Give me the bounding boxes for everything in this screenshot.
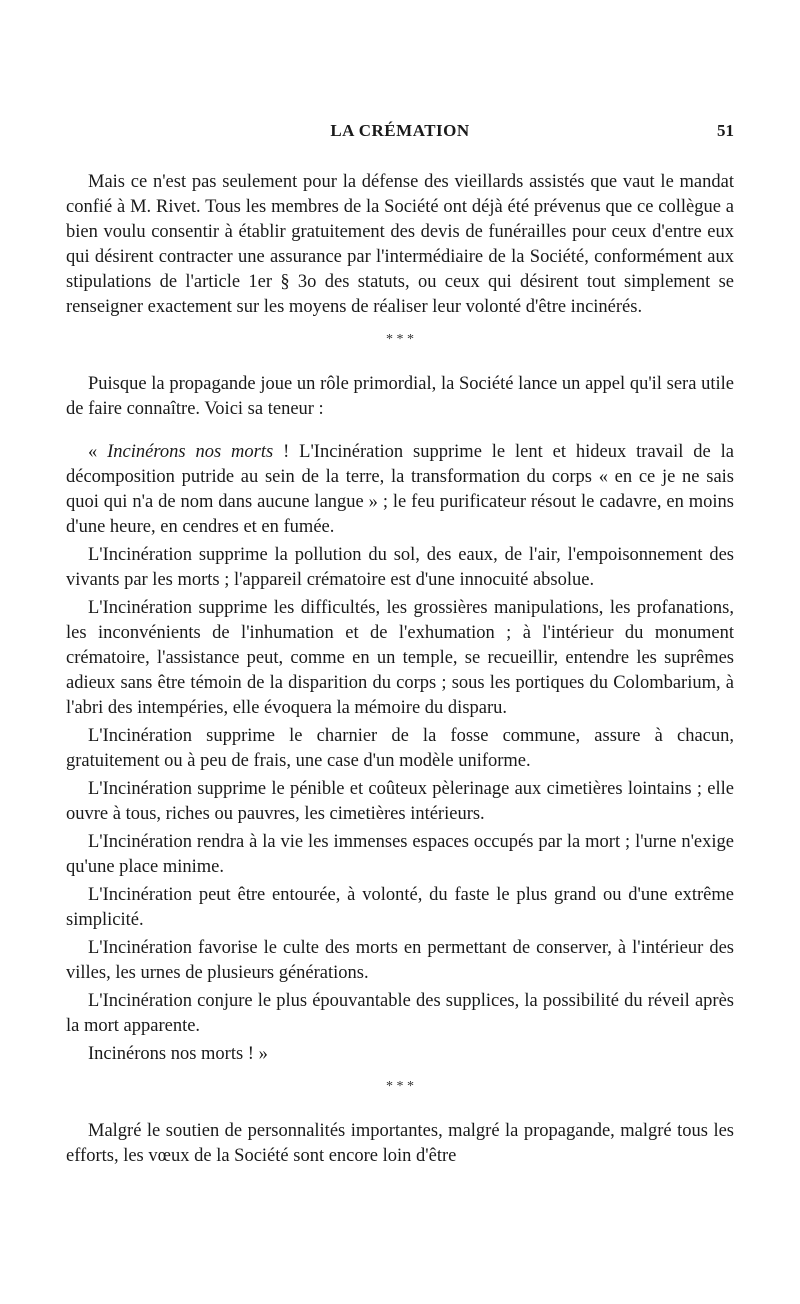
quote-paragraph-text: ! L'Incinération supprime le lent et hideux travail de la décomposition putride au sein de la terre, la transformation du corps « en ce je ne sais quoi qui n'a de nom dans aucune langue » ; le feu purificateur résout le cadavre, en moins d'une heure, en cendres et en fumée. bbox=[66, 442, 734, 537]
paragraph-society-wishes: Malgré le soutien de personnalités importantes, malgré la propagande, malgré tous les efforts, les vœux de la Société sont encore loin d'être bbox=[66, 1121, 734, 1166]
quote-paragraph bbox=[66, 440, 734, 540]
quote-paragraph: L'Incinération supprime le charnier de la fosse commune, assure à chacun, gratuitement ou à peu de frais, une case d'un modèle uniforme. bbox=[66, 726, 734, 771]
paragraph-propaganda-appeal: Puisque la propagande joue un rôle primordial, la Société lance un appel qu'il sera utile de faire connaître. Voici sa teneur : bbox=[66, 374, 734, 419]
quote-paragraph: Incinérons nos morts ! » bbox=[88, 1044, 268, 1064]
quote-paragraph: L'Incinération supprime la pollution du sol, des eaux, de l'air, l'empoisonnement des vivants par les morts ; l'appareil crématoire est d'une innocuité absolue. bbox=[66, 545, 734, 590]
section-separator-stars: * * * bbox=[386, 332, 414, 347]
section-separator-stars: * * * bbox=[386, 1079, 414, 1094]
quote-open-mark: « bbox=[88, 442, 108, 462]
paragraph-rivet-mandate: Mais ce n'est pas seulement pour la défense des vieillards assistés que vaut le mandat confié à M. Rivet. Tous les membres de la Société ont déjà été prévenus que ce collègue a bien voulu consentir à établir gratuitement des devis de funérailles pour ceux d'entre eux qui désirent contracter une assurance par l'intermédiaire de la Société, conformément aux stipulations de l'article 1er § 3o des statuts, ou ceux qui désirent tout simplement se renseigner exactement sur les moyens de réaliser leur volonté d'être incinérés. bbox=[66, 172, 734, 317]
page-body bbox=[66, 170, 734, 1169]
quote-paragraph: L'Incinération favorise le culte des morts en permettant de conserver, à l'intérieur des villes, les urnes de plusieurs générations. bbox=[66, 938, 734, 983]
quote-italic-title: Incinérons nos morts bbox=[107, 442, 274, 462]
page-number: 51 bbox=[717, 121, 734, 140]
page-header bbox=[66, 118, 734, 148]
quote-paragraph: L'Incinération supprime le pénible et coûteux pèlerinage aux cimetières lointains ; elle ouvre à tous, riches ou pauvres, les cimetières intérieurs. bbox=[66, 779, 734, 824]
quote-paragraph: L'Incinération peut être entourée, à volonté, du faste le plus grand ou d'une extrême simplicité. bbox=[66, 885, 734, 930]
quote-paragraph: L'Incinération conjure le plus épouvantable des supplices, la possibilité du réveil après la mort apparente. bbox=[66, 991, 734, 1036]
appeal-quote bbox=[66, 440, 734, 1067]
quote-paragraph: L'Incinération supprime les difficultés, les grossières manipulations, les profanations, les inconvénients de l'inhumation et de l'exhumation ; à l'intérieur du monument crématoire, l'assistance peut, comme en un temple, se recueillir, entendre les suprêmes adieux sans être témoin de la disparition du corps ; sous les portiques du Colombarium, à l'abri des intempéries, elle évoquera la mémoire du disparu. bbox=[66, 598, 734, 718]
quote-paragraph: L'Incinération rendra à la vie les immenses espaces occupés par la mort ; l'urne n'exige qu'une place minime. bbox=[66, 832, 734, 877]
running-title: LA CRÉMATION bbox=[330, 121, 470, 140]
